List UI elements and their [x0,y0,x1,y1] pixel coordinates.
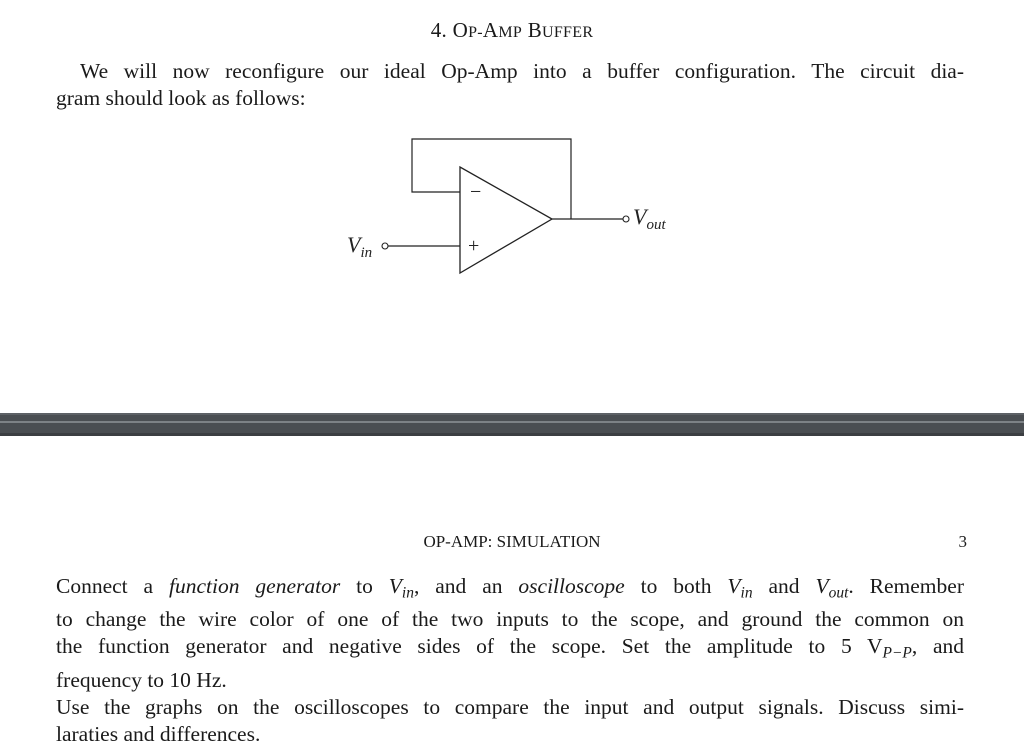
page-separator [0,413,1024,436]
section-title: 4. OP-AMP BUFFER [430,18,594,42]
instructions-paragraph [56,573,964,748]
vout-label: $V_{out}$ [633,204,666,233]
body-line-2: to change the wire color of one of the two inputs to the scope, and ground the common on [56,607,964,632]
body-line-5: Use the graphs on the oscilloscopes to compare the input and output signals. Discuss simi- [56,694,964,719]
body-line-6: laraties and differences. [56,721,261,746]
body-line-3: the function generator and negative sides of the scope. Set the amplitude to 5 $V_{P-P}$, and [56,634,964,662]
non-inverting-sign: + [468,235,480,257]
body-line-4: frequency to 10 Hz. [56,667,227,692]
vin-label: $V_{in}$ [347,232,373,261]
section-number: 4. [430,18,448,42]
running-header-title: OP-AMP: SIMULATION [423,532,601,551]
input-terminal [382,243,388,249]
intro-line-1: We will now reconfigure our ideal Op-Amp into a buffer configuration. The circuit dia- [80,59,964,83]
output-terminal [623,216,629,222]
inverting-sign: − [470,181,482,203]
body-line-1: Connect a function generator to $V_{in}$, and an oscilloscope to both $V_{in}$ and $V_{out}$. Remember [56,574,964,602]
page-number: 3 [958,532,967,551]
intro-line-2: gram should look as follows: [56,86,306,110]
